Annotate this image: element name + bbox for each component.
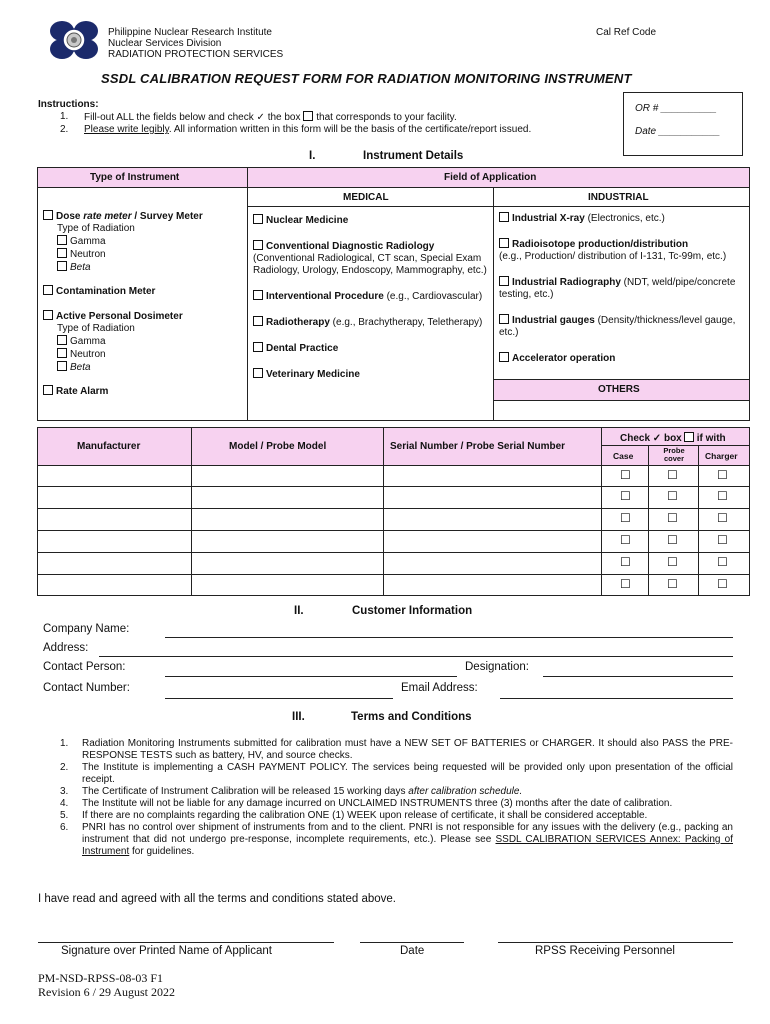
- packing-annex-link[interactable]: SSDL CALIBRATION SERVICES Annex: Packing of Instrument: [82, 834, 733, 857]
- checkbox-icon[interactable]: [499, 238, 509, 248]
- checkbox-icon[interactable]: [253, 240, 263, 250]
- dose-rate-meter-option[interactable]: Dose rate meter / Survey Meter: [43, 210, 243, 223]
- beta-option-2[interactable]: Beta: [43, 361, 243, 374]
- industrial-header: INDUSTRIAL: [588, 192, 649, 203]
- probe-cover-checkbox[interactable]: ☐: [667, 555, 678, 569]
- section3-number: III.: [292, 711, 305, 723]
- date-label: Date: [400, 945, 425, 957]
- check-if-with-header: Check ✓ box if with: [620, 433, 726, 444]
- checkbox-icon[interactable]: [57, 361, 67, 371]
- instruction-2: 2. Please write legibly. All information written in this form will be the basis of the certificate/report issued.: [60, 124, 532, 135]
- active-personal-dosimeter-option[interactable]: Active Personal Dosimeter: [43, 310, 243, 323]
- checkbox-icon[interactable]: [253, 368, 263, 378]
- form-footer: [38, 971, 175, 999]
- or-box: [623, 92, 743, 156]
- checkbox-icon[interactable]: [57, 348, 67, 358]
- email-address-field[interactable]: [500, 698, 733, 699]
- radioisotope-production-option[interactable]: Radioisotope production/distribution (e.g., Production/ distribution of I-131, Tc-99m, etc.): [499, 239, 727, 262]
- address-label: Address:: [43, 642, 89, 654]
- neutron-option[interactable]: Neutron: [43, 248, 243, 261]
- service-name: RADIATION PROTECTION SERVICES: [108, 49, 284, 60]
- term-4: 4. The Institute will not be liable for any damage incurred on UNCLAIMED INSTRUMENTS three (3) months after the date of calibration.: [60, 798, 673, 809]
- others-field[interactable]: [496, 402, 746, 418]
- veterinary-medicine-option[interactable]: Veterinary Medicine: [253, 368, 489, 381]
- form-code: PM-NSD-RPSS-08-03 F1: [38, 971, 164, 985]
- case-checkbox[interactable]: ☐: [620, 533, 631, 547]
- type-of-instrument-header: Type of Instrument: [90, 172, 180, 183]
- probe-cover-checkbox[interactable]: ☐: [667, 468, 678, 482]
- email-address-label: Email Address:: [401, 682, 478, 694]
- company-name-label: Company Name:: [43, 623, 130, 635]
- probe-cover-checkbox[interactable]: ☐: [667, 489, 678, 503]
- medical-header: MEDICAL: [343, 192, 389, 203]
- industrial-fields: [499, 212, 745, 365]
- address-field[interactable]: [99, 656, 733, 657]
- check-mark-icon: ✓: [652, 433, 662, 444]
- section1-title: Instrument Details: [363, 150, 464, 162]
- term-6: 6. PNRI has no control over shipment of instruments from and to the client. PNRI is not responsible for any issues with the delivery (e.g., packing an instrument that did not undergo pre-response, incomplete requirements, etc.). Please see SSDL CALIBRATION SERVICES Annex: Packing of Instrument for guidelines.: [60, 822, 733, 857]
- instructions-heading: Instructions:: [38, 99, 99, 110]
- case-header: Case: [613, 451, 634, 461]
- applicant-signature-field[interactable]: [38, 942, 334, 943]
- charger-header: Charger: [705, 451, 738, 461]
- form-revision: Revision 6 / 29 August 2022: [38, 985, 176, 999]
- charger-checkbox[interactable]: ☐: [717, 489, 728, 503]
- instructions: [38, 99, 628, 136]
- section2-title: Customer Information: [352, 605, 473, 617]
- checkbox-icon[interactable]: [43, 285, 53, 295]
- division-name: Nuclear Services Division: [108, 38, 222, 49]
- checkbox-icon[interactable]: [253, 214, 263, 224]
- probe-cover-checkbox[interactable]: ☐: [667, 577, 678, 591]
- charger-checkbox[interactable]: ☐: [717, 577, 728, 591]
- others-header: OTHERS: [598, 384, 640, 395]
- checkbox-icon[interactable]: [57, 335, 67, 345]
- checkbox-icon[interactable]: [43, 210, 53, 220]
- case-checkbox[interactable]: ☐: [620, 468, 631, 482]
- contact-number-field[interactable]: [165, 698, 393, 699]
- checkbox-icon[interactable]: [57, 235, 67, 245]
- contact-person-label: Contact Person:: [43, 661, 126, 673]
- agreement-statement: I have read and agreed with all the terms and conditions stated above.: [38, 893, 397, 905]
- serial-number-header: Serial Number / Probe Serial Number: [390, 441, 566, 452]
- case-checkbox[interactable]: ☐: [620, 555, 631, 569]
- contact-person-field[interactable]: [165, 676, 457, 677]
- checkbox-icon[interactable]: [43, 385, 53, 395]
- checkbox-icon[interactable]: [43, 310, 53, 320]
- pnri-logo: [48, 20, 100, 60]
- gamma-option[interactable]: Gamma: [43, 235, 243, 248]
- term-3: 3. The Certificate of Instrument Calibration will be released 15 working days after calibration schedule.: [60, 786, 523, 797]
- probe-cover-checkbox[interactable]: ☐: [667, 533, 678, 547]
- contact-number-label: Contact Number:: [43, 682, 130, 694]
- checkbox-icon[interactable]: [57, 261, 67, 271]
- rate-alarm-option[interactable]: Rate Alarm: [43, 385, 243, 398]
- section2-number: II.: [294, 605, 304, 617]
- conventional-diagnostic-radiology-option[interactable]: Conventional Diagnostic Radiology (Conventional Radiological, CT scan, Special Exam Radiology, Urology, Endoscopy, Mammography, etc.): [253, 241, 487, 276]
- checkbox-icon: [303, 111, 313, 121]
- terms-list: [60, 738, 733, 858]
- charger-checkbox[interactable]: ☐: [717, 533, 728, 547]
- checkbox-icon: [684, 432, 694, 442]
- org-name: Philippine Nuclear Research Institute: [108, 27, 272, 38]
- case-checkbox[interactable]: ☐: [620, 511, 631, 525]
- checkbox-icon[interactable]: [253, 316, 263, 326]
- rpss-personnel-field[interactable]: [498, 942, 733, 943]
- cal-ref-code: Cal Ref Code: [596, 27, 657, 38]
- term-5: 5. If there are no complaints regarding the calibration ONE (1) WEEK upon release of certificate, it shall be considered acceptable.: [60, 810, 648, 821]
- term-2: 2. The Institute is implementing a CASH PAYMENT POLICY. The services being requested will be provided only upon presentation of the official receipt.: [60, 762, 733, 785]
- model-header: Model / Probe Model: [229, 441, 327, 452]
- manufacturer-header: Manufacturer: [77, 441, 141, 452]
- case-checkbox[interactable]: ☐: [620, 489, 631, 503]
- manufacturer-rows: [38, 466, 749, 596]
- checkbox-icon[interactable]: [499, 314, 509, 324]
- header-org: [108, 27, 283, 60]
- field-of-application-header: Field of Application: [444, 172, 537, 183]
- beta-option[interactable]: Beta: [43, 261, 243, 274]
- section3-title: Terms and Conditions: [351, 711, 472, 723]
- radiotherapy-option[interactable]: Radiotherapy (e.g., Brachytherapy, Teletherapy): [253, 316, 489, 329]
- instruction-1: 1. Fill-out ALL the fields below and check ✓ the box that corresponds to your facility.: [60, 111, 457, 123]
- industrial-xray-option[interactable]: Industrial X-ray (Electronics, etc.): [499, 212, 745, 225]
- case-checkbox[interactable]: ☐: [620, 577, 631, 591]
- check-mark-icon: ✓: [256, 112, 265, 123]
- manufacturer-table: [37, 427, 750, 596]
- checkbox-icon[interactable]: [499, 212, 509, 222]
- instrument-types: [43, 210, 243, 398]
- nuclear-medicine-option[interactable]: Nuclear Medicine: [253, 214, 489, 227]
- checkbox-icon[interactable]: [253, 342, 263, 352]
- rpss-personnel-label: RPSS Receiving Personnel: [535, 945, 675, 957]
- industrial-gauges-option[interactable]: Industrial gauges (Density/thickness/level gauge, etc.): [499, 315, 736, 338]
- term-1: 1. Radiation Monitoring Instruments submitted for calibration must have a NEW SET OF BATTERIES or CHARGER. It should also PASS the PRE-RESPONSE TESTS such as battery, HV, and source checks.: [60, 738, 733, 761]
- checkbox-icon[interactable]: [57, 248, 67, 258]
- designation-field[interactable]: [543, 676, 733, 677]
- probe-cover-header: Probe cover: [663, 446, 685, 463]
- charger-checkbox[interactable]: ☐: [717, 468, 728, 482]
- company-name-field[interactable]: [165, 637, 733, 638]
- neutron-option-2[interactable]: Neutron: [43, 348, 243, 361]
- instrument-table: [37, 167, 750, 421]
- checkbox-icon[interactable]: [253, 290, 263, 300]
- accelerator-operation-option[interactable]: Accelerator operation: [499, 352, 745, 365]
- designation-label: Designation:: [465, 661, 529, 673]
- interventional-procedure-option[interactable]: Interventional Procedure (e.g., Cardiovascular): [253, 290, 489, 303]
- form-title: SSDL CALIBRATION REQUEST FORM FOR RADIATION MONITORING INSTRUMENT: [101, 71, 632, 86]
- contamination-meter-option[interactable]: Contamination Meter: [43, 285, 243, 298]
- medical-fields: [253, 214, 489, 381]
- dental-practice-option[interactable]: Dental Practice: [253, 342, 489, 355]
- checkbox-icon[interactable]: [499, 352, 509, 362]
- type-of-radiation-label-2: Type of Radiation: [57, 323, 135, 334]
- or-date-field[interactable]: Date ___________: [635, 126, 721, 137]
- type-of-radiation-label: Type of Radiation: [57, 223, 135, 234]
- gamma-option-2[interactable]: Gamma: [43, 335, 243, 348]
- or-number-field[interactable]: OR # __________: [635, 103, 717, 114]
- checkbox-icon[interactable]: [499, 276, 509, 286]
- probe-cover-checkbox[interactable]: ☐: [667, 511, 678, 525]
- applicant-signature-label: Signature over Printed Name of Applicant: [61, 945, 272, 957]
- charger-checkbox[interactable]: ☐: [717, 555, 728, 569]
- date-field[interactable]: [360, 942, 464, 943]
- industrial-radiography-option[interactable]: Industrial Radiography (NDT, weld/pipe/concrete testing, etc.): [499, 277, 736, 300]
- charger-checkbox[interactable]: ☐: [717, 511, 728, 525]
- section1-number: I.: [309, 150, 316, 162]
